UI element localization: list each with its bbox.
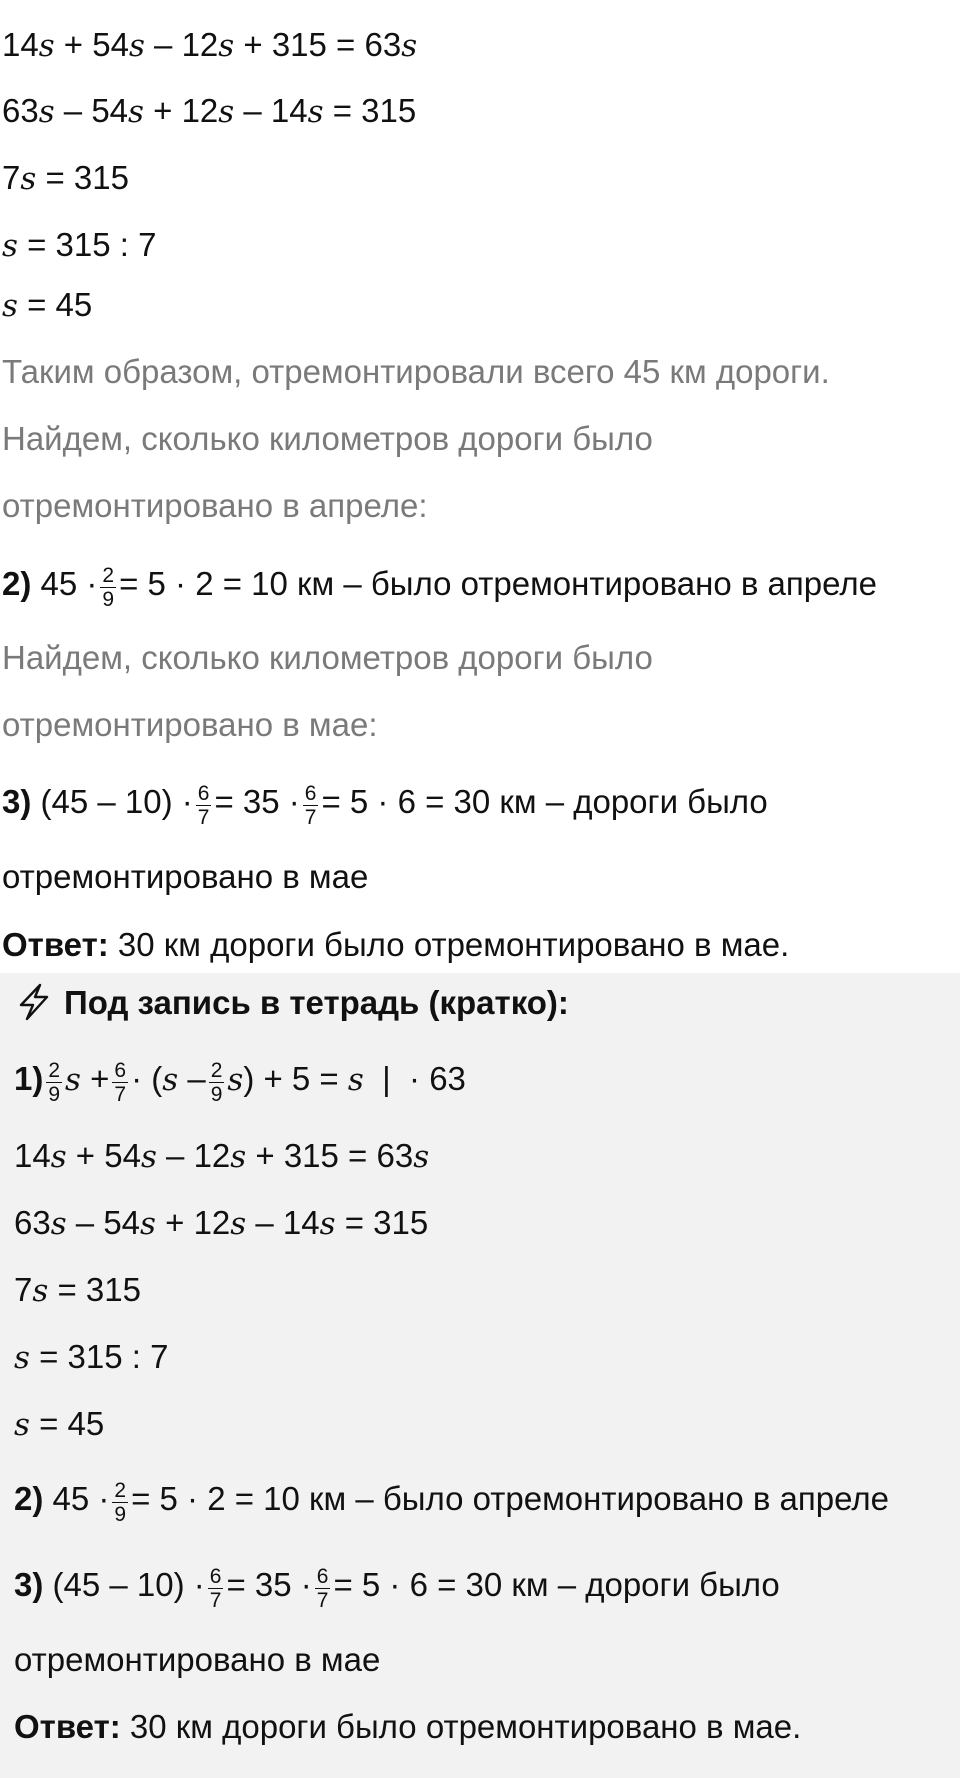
step-text: + [80,1060,110,1098]
equation-term: – 12 [156,1137,231,1174]
explanation-text: Найдем, сколько километров дороги было [2,639,653,676]
step-text: – [178,1060,206,1098]
fraction-denominator: 7 [304,806,317,829]
step-label: 2) [14,1480,44,1518]
equation-term: – 54 [54,92,129,129]
equation-term: – 12 [144,26,219,63]
equation-term: = 315 [48,1271,141,1308]
step-text: = 35 · [214,783,300,821]
fraction-numerator: 2 [102,564,115,587]
fraction [196,782,212,829]
summary-step-3 [14,1564,780,1611]
equation-term: 14 [14,1137,51,1174]
equation-term: – 14 [246,1204,320,1241]
summary-step-1 [14,1058,466,1105]
fraction-denominator: 7 [316,1589,329,1612]
fraction [209,1059,225,1106]
explanation-text: Таким образом, отремонтировали всего 45 км дороги. [2,353,830,390]
fraction [112,1479,128,1526]
summary-equation-4 [14,1337,168,1378]
equation-line-4 [2,225,156,266]
variable-s: s [65,1062,81,1099]
fraction [112,1059,128,1106]
equation-term: + 315 = 63 [234,26,402,63]
explanation-text: отремонтировано в апреле: [2,487,428,524]
variable-s: s [2,288,18,324]
step-text: ) + 5 = [243,1060,348,1098]
fraction [46,1059,62,1106]
step-text: (45 – 10) · [31,783,193,821]
fraction-denominator: 7 [114,1083,127,1106]
fraction-numerator: 6 [304,782,317,805]
variable-s: s [140,1206,156,1242]
step-label: 1) [14,1060,44,1098]
step-text: = 5 · 2 = 10 км – было отремонтировано в апреле [131,1480,889,1518]
summary-equation-3 [14,1270,141,1311]
step-text: 45 · [31,565,98,603]
fraction-denominator: 9 [48,1083,61,1106]
variable-s: s [218,94,235,130]
explanation-text: отремонтировано в мае: [2,706,378,743]
summary-equation-2 [14,1203,428,1244]
variable-s: s [50,1139,67,1175]
step-text: 45 · [43,1480,110,1518]
summary-answer-line [14,1707,801,1747]
summary-heading-text: Под запись в тетрадь (кратко): [64,984,569,1021]
variable-s: s [128,28,145,64]
variable-s: s [38,28,55,64]
answer-line [2,925,789,965]
equation-term: – 14 [234,92,308,129]
fraction-denominator: 9 [102,588,115,611]
equation-term: 7 [2,159,21,196]
step-text: · ( [131,1060,163,1098]
equation-term: + 12 [155,1204,231,1241]
equation-term: = 315 : 7 [29,1338,169,1375]
equation-line-5 [2,285,92,326]
variable-s: s [227,1062,244,1099]
fraction-denominator: 7 [197,806,210,829]
fraction-numerator: 2 [210,1059,223,1082]
fraction-numerator: 6 [209,1565,222,1588]
variable-s: s [38,94,55,130]
lightning-icon [14,982,54,1022]
variable-s: s [20,161,37,197]
variable-s: s [14,1407,30,1443]
equation-term: = 45 [29,1405,105,1442]
step-text: = 35 · [226,1566,312,1604]
variable-s: s [401,28,418,64]
equation-term: 63 [2,92,39,129]
summary-step-3-continuation: отремонтировано в мае [14,1641,381,1678]
equation-term: + 315 = 63 [246,1137,414,1174]
step-text: = 5 · 2 = 10 км – было отремонтировано в апреле [119,565,877,603]
equation-term: + 54 [54,26,129,63]
variable-s: s [307,94,324,130]
variable-s: s [2,228,18,264]
equation-term: – 54 [66,1204,141,1241]
explanation-text: Найдем, сколько километров дороги было [2,420,653,457]
equation-term: 14 [2,26,39,63]
equation-term: = 45 [17,286,93,323]
equation-line-1 [2,25,417,66]
variable-s: s [230,1139,247,1175]
variable-s: s [50,1206,67,1242]
step-text: = 5 · 6 = 30 км – дороги было [321,783,768,821]
fraction-numerator: 2 [114,1479,127,1502]
equation-term: 63 [14,1204,51,1241]
equation-line-2 [2,91,416,132]
fraction [303,782,319,829]
variable-s: s [319,1206,336,1242]
fraction-denominator: 9 [114,1503,127,1526]
equation-term: = 315 [323,92,417,129]
step-label: 2) [2,565,32,603]
fraction-numerator: 6 [316,1565,329,1588]
fraction-numerator: 6 [197,782,210,805]
summary-step-2 [14,1478,889,1525]
fraction-numerator: 2 [48,1059,61,1082]
step-label: 3) [14,1566,44,1604]
notebook-summary-box [0,973,960,1778]
equation-term: = 315 [36,159,129,196]
step-label: 3) [2,783,32,821]
fraction-denominator: 9 [210,1083,223,1106]
answer-text: 30 км дороги было отремонтировано в мае. [120,1708,802,1745]
fraction-numerator: 6 [114,1059,127,1082]
step-text: (45 – 10) · [43,1566,205,1604]
solution-step-2 [2,563,877,610]
fraction [100,564,116,611]
variable-s: s [140,1139,157,1175]
summary-equation-5 [14,1404,104,1445]
answer-label: Ответ: [14,1708,121,1745]
summary-equation-1 [14,1136,429,1177]
variable-s: s [162,1062,179,1099]
variable-s: s [347,1062,364,1099]
fraction [315,1565,331,1612]
variable-s: s [218,28,235,64]
answer-text: 30 км дороги было отремонтировано в мае. [108,926,790,963]
solution-step-3-continuation: отремонтировано в мае [2,858,369,895]
equation-term: = 315 [335,1204,429,1241]
variable-s: s [413,1139,430,1175]
equation-term: + 54 [66,1137,141,1174]
variable-s: s [32,1273,49,1309]
variable-s: s [128,94,144,130]
variable-s: s [14,1340,30,1376]
variable-s: s [230,1206,247,1242]
equation-term: + 12 [143,92,219,129]
summary-heading [14,983,569,1025]
solution-step-3 [2,781,768,828]
step-text: = 5 · 6 = 30 км – дороги было [333,1566,780,1604]
equation-term: = 315 : 7 [17,226,157,263]
fraction [208,1565,224,1612]
equation-line-3 [2,158,129,199]
fraction-denominator: 7 [209,1589,222,1612]
equation-term: 7 [14,1271,33,1308]
step-text: | · 63 [363,1060,466,1098]
answer-label: Ответ: [2,926,109,963]
